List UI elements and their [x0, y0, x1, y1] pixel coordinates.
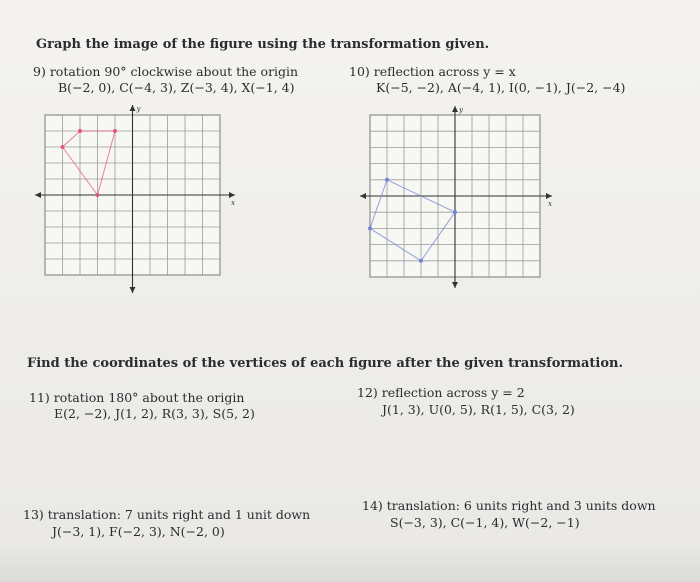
y-axis-arrow-up: [130, 105, 136, 111]
problem-12-instruction: [357, 385, 525, 400]
y-axis-arrow-down: [452, 282, 458, 288]
figure-vertex: [385, 178, 389, 182]
problem-10-instruction: [349, 64, 516, 79]
x-axis-arrow-left: [360, 193, 366, 199]
problem-number: 10): [349, 64, 370, 79]
y-axis-label: y: [459, 106, 463, 114]
problem-9-instruction: [33, 64, 298, 79]
x-axis-label: x: [231, 199, 235, 207]
problem-number: 11): [29, 390, 50, 405]
problem-11-instruction: [29, 390, 244, 405]
problem-10-points: K(−5, −2), A(−4, 1), I(0, −1), J(−2, −4): [376, 80, 626, 95]
problem-text: rotation 180° about the origin: [53, 390, 245, 405]
y-axis-label: y: [136, 105, 141, 113]
problem-text: reflection across y = x: [373, 64, 516, 79]
problem-text: reflection across y = 2: [381, 385, 525, 400]
problem-text: rotation 90° clockwise about the origin: [49, 64, 299, 79]
x-axis-arrow-right: [229, 192, 235, 198]
figure-vertex: [78, 129, 82, 133]
section-heading-graph: Graph the image of the figure using the transformation given.: [36, 37, 490, 52]
y-axis-arrow-up: [452, 106, 458, 112]
problem-text: translation: 7 units right and 1 unit down: [47, 507, 311, 522]
problem-number: 12): [357, 385, 378, 400]
figure-vertex: [453, 210, 457, 214]
problem-14-instruction: [362, 498, 656, 513]
problem-number: 14): [362, 498, 383, 513]
x-axis-label: x: [548, 200, 552, 208]
problem-11-points: E(2, −2), J(1, 2), R(3, 3), S(5, 2): [54, 406, 255, 421]
section-heading-coordinates: Find the coordinates of the vertices of each figure after the given transformation.: [27, 356, 624, 371]
problem-text: translation: 6 units right and 3 units down: [386, 498, 656, 513]
figure-vertex: [419, 259, 423, 263]
coordinate-grid-9[interactable]: [30, 100, 250, 300]
problem-number: 9): [33, 64, 46, 79]
figure-vertex: [96, 193, 100, 197]
problem-number: 13): [23, 507, 44, 522]
problem-14-points: S(−3, 3), C(−1, 4), W(−2, −1): [390, 515, 580, 530]
problem-13-points: J(−3, 1), F(−2, 3), N(−2, 0): [52, 524, 225, 539]
figure-vertex: [61, 145, 65, 149]
x-axis-arrow-right: [546, 193, 552, 199]
coordinate-grid-10[interactable]: [355, 100, 565, 295]
y-axis-arrow-down: [130, 287, 136, 293]
problem-9-points: B(−2, 0), C(−4, 3), Z(−3, 4), X(−1, 4): [58, 80, 295, 95]
figure-vertex: [368, 226, 372, 230]
problem-12-points: J(1, 3), U(0, 5), R(1, 5), C(3, 2): [382, 402, 575, 417]
figure-vertex: [113, 129, 117, 133]
x-axis-arrow-left: [35, 192, 41, 198]
problem-13-instruction: [23, 507, 310, 522]
page-shadow: [0, 542, 700, 582]
